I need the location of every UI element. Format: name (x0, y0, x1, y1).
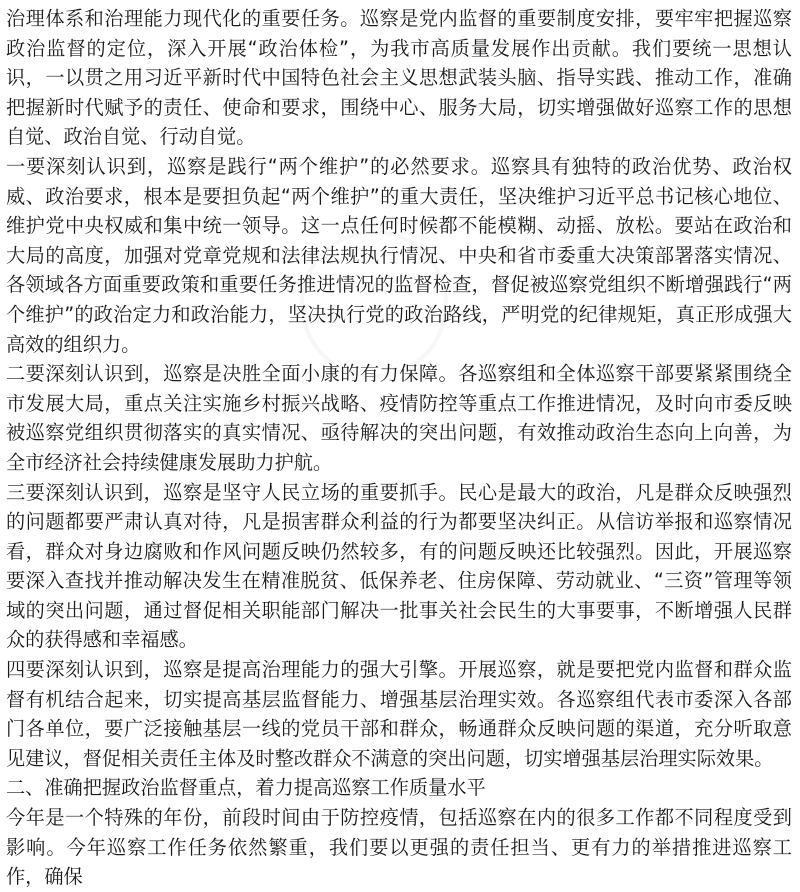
paragraph-2: 二要深刻认识到，巡察是决胜全面小康的有力保障。各巡察组和全体巡察干部要紧紧围绕全市发展大局，重点关注实施乡村振兴战略、疫情防控等重点工作推进情况，及时向市委反映被巡察党组织贯彻落实的真实情况、亟待解决的突出问题，有效推动政治生态向上向善，为全市经济社会持续健康发展助力护航。 (6, 362, 792, 474)
paragraph-3: 三要深刻认识到，巡察是坚守人民立场的重要抓手。民心是最大的政治，凡是群众反映强烈的问题都要严肃认真对待，凡是损害群众利益的行为都要坚决纠正。从信访举报和巡察情况看，群众对身边腐败和作风问题反映仍然较多，有的问题反映还比较强烈。因此，开展巡察要深入查找并推动解决发生在精准脱贫、低保养老、住房保障、劳动就业、“三资”管理等领域的突出问题，通过督促相关职能部门解决一批事关社会民生的大事要事，不断增强人民群众的获得感和幸福感。 (6, 480, 792, 652)
paragraph-1: 一要深刻认识到，巡察是践行“两个维护”的必然要求。巡察具有独特的政治优势、政治权威、政治要求，根本是要担负起“两个维护”的重大责任，坚决维护习近平总书记核心地位、维护党中央权威和集中统一领导。这一点任何时候都不能模糊、动摇、放松。要站在政治和大局的高度，加强对党章党规和法律法规执行情况、中央和省市委重大决策部署落实情况、各领域各方面重要政策和重要任务推进情况的监督检查，督促被巡察党组织不断增强践行“两个维护”的政治定力和政治能力，坚决执行党的政治路线，严明党的纪律规矩，真正形成强大高效的组织力。 (6, 154, 792, 356)
document-body (0, 4, 792, 892)
closing-paragraph: 今年是一个特殊的年份，前段时间由于防控疫情，包括巡察在内的很多工作都不同程度受到影响。今年巡察工作任务依然繁重，我们要以更强的责任担当、更有力的举措推进巡察工作，确保 (6, 806, 792, 889)
section-heading: 二、准确把握政治监督重点，着力提高巡察工作质量水平 (6, 776, 486, 800)
intro-paragraph: 治理体系和治理能力现代化的重要任务。巡察是党内监督的重要制度安排，要牢牢把握巡察政治监督的定位，深入开展“政治体检”，为我市高质量发展作出贡献。我们要统一思想认识，一以贯之用习近平新时代中国特色社会主义思想武装头脑、指导实践、推动工作，准确把握新时代赋予的责任、使命和要求，围绕中心、服务大局，切实增强做好巡察工作的思想自觉、政治自觉、行动自觉。 (6, 7, 792, 149)
paragraph-4: 四要深刻认识到，巡察是提高治理能力的强大引擎。开展巡察，就是要把党内监督和群众监督有机结合起来，切实提高基层监督能力、增强基层治理实效。各巡察组代表市委深入各部门各单位，要广泛接触基层一线的党员干部和群众，畅通群众反映问题的渠道，充分听取意见建议，督促相关责任主体及时整改群众不满意的突出问题，切实增强基层治理实际效果。 (6, 658, 792, 770)
